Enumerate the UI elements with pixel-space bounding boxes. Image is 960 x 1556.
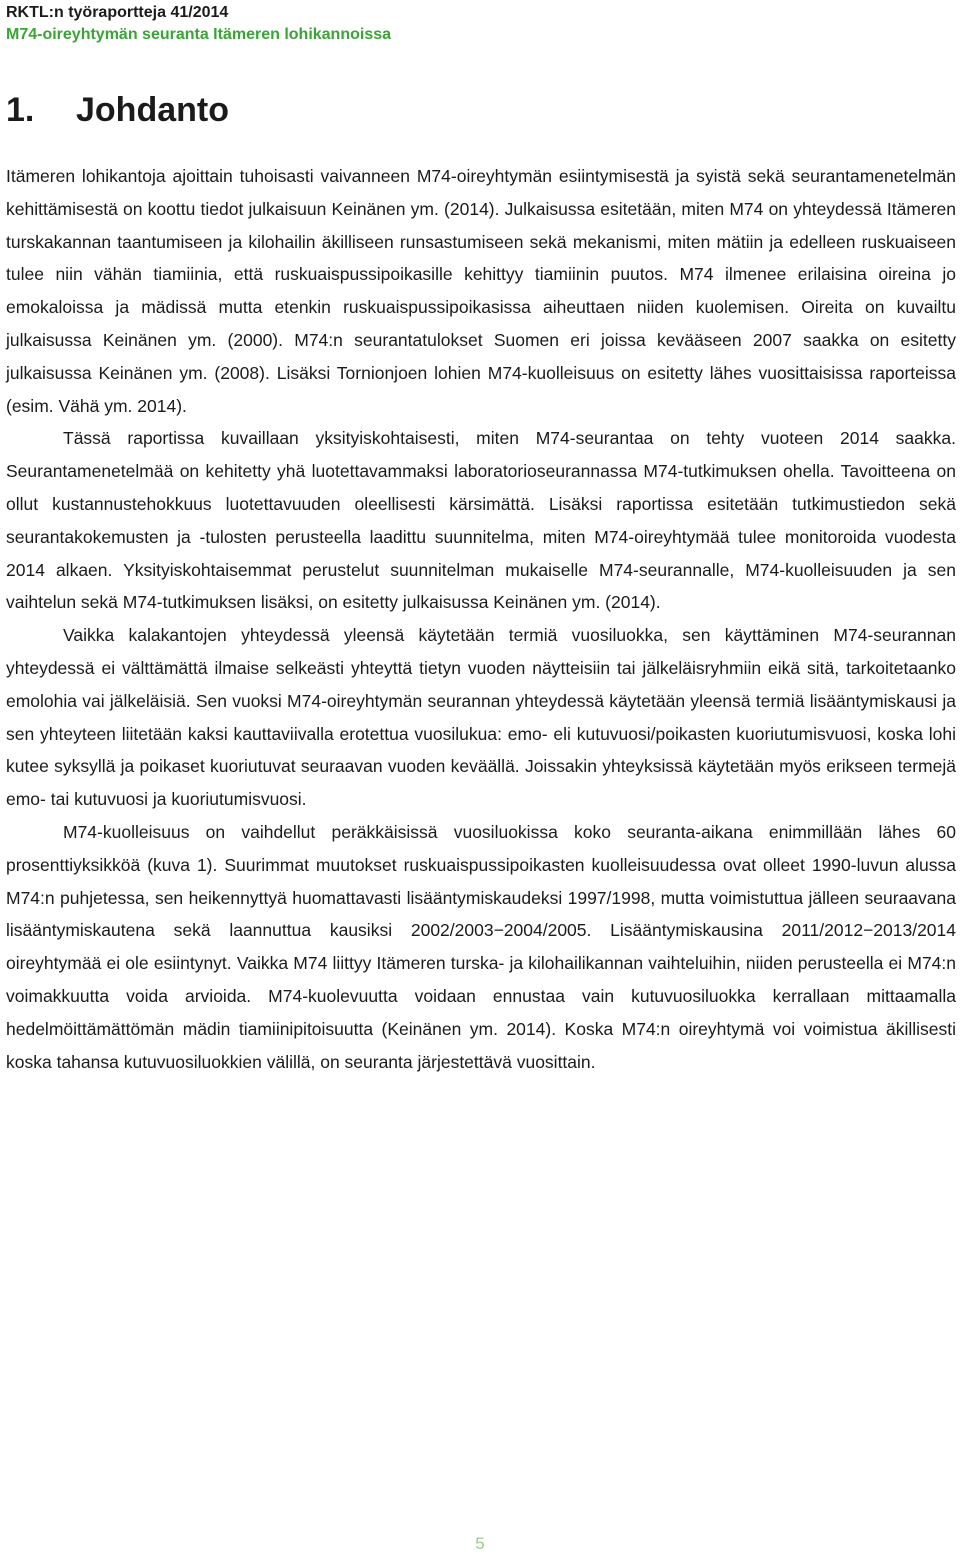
paragraph: Itämeren lohikantoja ajoittain tuhoisasti vaivanneen M74-oireyhtymän esiintymisestä ja syistä sekä seurantamenetelmän kehittämisestä on koottu tiedot julkaisuun Keinänen ym. (2014). Julkaisussa esitetään, miten M74 on yhteydessä Itämeren turskakannan taantumiseen ja kilohailin äkilliseen runsastumiseen sekä mekanismi, miten mätiin ja edelleen ruskuaiseen tulee niin vähän tiamiinia, että ruskuaispussipoikasille kehittyy tiamiinin puutos. M74 ilmenee erilaisina oireina jo emokaloissa ja mädissä mutta etenkin ruskuaispussipoikasissa aiheuttaen niiden kuolemisen. Oireita on kuvailtu julkaisussa Keinänen ym. (2000). M74:n seurantatulokset Suomen eri joissa kevääseen 2007 saakka on esitetty julkaisussa Keinänen ym. (2008). Lisäksi Tornionjoen lohien M74-kuolleisuus on esitetty lähes vuosittaisissa raporteissa (esim. Vähä ym. 2014).	[6, 166, 956, 416]
series-title: RKTL:n työraportteja 41/2014	[6, 4, 229, 21]
page-number: 5	[475, 1534, 485, 1553]
report-title: M74-oireyhtymän seuranta Itämeren lohikannoissa	[6, 26, 392, 43]
body-text	[6, 160, 956, 1078]
paragraph: M74-kuolleisuus on vaihdellut peräkkäisissä vuosiluokissa koko seuranta-aikana enimmillään lähes 60 prosenttiyksikköä (kuva 1). Suurimmat muutokset ruskuaispussipoikasten kuolleisuudessa ovat olleet 1990-luvun alussa M74:n puhjetessa, sen heikennyttyä huomattavasti lisääntymiskaudeksi 1997/1998, mutta voimistuttua jälleen seuraavana lisääntymiskautena sekä laannuttua kausiksi 2002/2003−2004/2005. Lisääntymiskausina 2011/2012−2013/2014 oireyhtymää ei ole esiintynyt. Vaikka M74 liittyy Itämeren turska- ja kilohailikannan vaihteluihin, niiden perusteella ei M74:n voimakkuutta voida arvioida. M74-kuolevuutta voidaan ennustaa vain kutuvuosiluokka kerrallaan mittaamalla hedelmöittämättömän mädin tiamiinipitoisuutta (Keinänen ym. 2014). Koska M74:n oireyhtymä voi voimistua äkillisesti koska tahansa kutuvuosiluokkien välillä, on seuranta järjestettävä vuosittain.	[6, 821, 956, 1072]
chapter-title: Johdanto	[76, 91, 229, 129]
chapter-number: 1.	[6, 91, 35, 129]
paragraph: Tässä raportissa kuvaillaan yksityiskohtaisesti, miten M74-seurantaa on tehty vuoteen 2014 saakka. Seurantamenetelmää on kehitetty yhä luotettavammaksi laboratorioseurannassa M74-tutkimuksen ohella. Tavoitteena on ollut kustannustehokkuus luotettavuuden oleellisesti kärsimättä. Lisäksi raportissa esitetään tutkimustiedon sekä seurantakokemusten ja -tulosten perusteella laadittu suunnitelma, miten M74-oireyhtymää tulee monitoroida vuodesta 2014 alkaen. Yksityiskohtaisemmat perustelut suunnitelman mukaiselle M74-seurannalle, M74-kuolleisuuden ja sen vaihtelun sekä M74-tutkimuksen lisäksi, on esitetty julkaisussa Keinänen ym. (2014).	[6, 428, 956, 613]
paragraph: Vaikka kalakantojen yhteydessä yleensä käytetään termiä vuosiluokka, sen käyttäminen M74-seurannan yhteydessä ei välttämättä ilmaise selkeästi yhteyttä tietyn vuoden näytteisiin tai jälkeläisryhmiin eikä sitä, tarkoitetaanko emolohia vai jälkeläisiä. Sen vuoksi M74-oireyhtymän seurannan yhteydessä käytetään yleensä termiä lisääntymiskausi ja sen yhteyteen liitetään kaksi kauttaviivalla erotettua vuosilukua: emo- eli kutuvuosi/poikasten kuoriutumisvuosi, koska lohi kutee syksyllä ja poikaset kuoriutuvat seuraavan vuoden keväällä. Joissakin yhteyksissä käytetään myös erikseen termejä emo- tai kutuvuosi ja kuoriutumisvuosi.	[6, 625, 956, 810]
chapter-heading	[6, 88, 229, 132]
running-header	[6, 2, 391, 46]
